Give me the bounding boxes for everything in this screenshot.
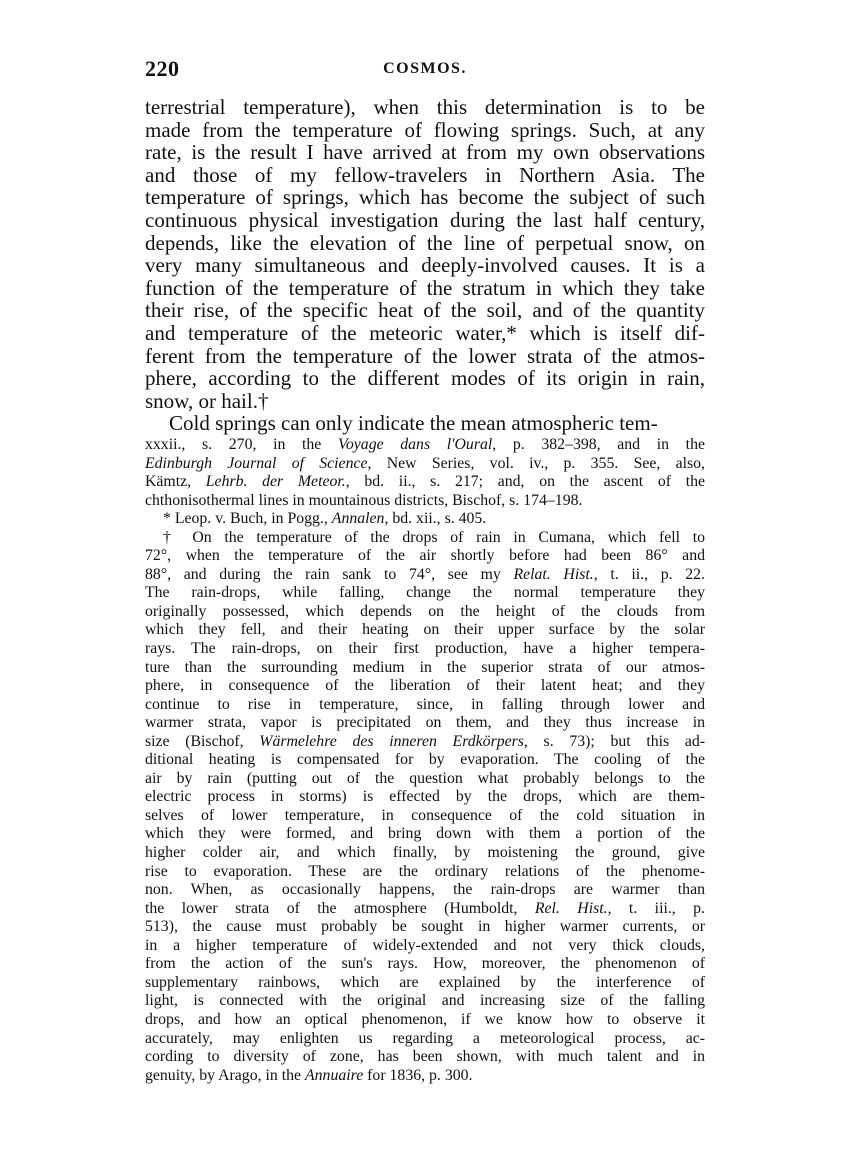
footnote-line: Kämtz, Lehrb. der Meteor., bd. ii., s. 217; and, on the ascent of the (145, 473, 705, 491)
footnote-line: 513), the cause must probably be sought in higher warmer currents, or (145, 918, 705, 936)
footnote-line: originally possessed, which depends on the height of the clouds from (145, 602, 705, 620)
main-line: made from the temperature of flowing springs. Such, at any (145, 117, 705, 142)
footnote-line: continue to rise in temperature, since, in falling through lower and (145, 695, 705, 713)
footnote-line: chthonisothermal lines in mountainous districts, Bischof, s. 174–198. (145, 491, 583, 509)
footnote-line: 88°, and during the rain sank to 74°, see my Relat. Hist., t. ii., p. 22. (145, 565, 705, 583)
footnote-line: genuity, by Arago, in the Annuaire for 1836, p. 300. (145, 1066, 473, 1084)
footnote-line: air by rain (putting out of the question what probably belongs to the (145, 769, 705, 787)
main-line: temperature of springs, which has become the subject of such (145, 185, 705, 210)
main-text (145, 96, 705, 435)
footnote-line: ditional heating is compensated for by evaporation. The cooling of the (145, 751, 705, 769)
main-line: their rise, of the specific heat of the soil, and of the quantity (145, 298, 705, 323)
footnote-line: electric process in storms) is effected by the drops, which are them- (145, 788, 705, 806)
footnote-line: size (Bischof, Wärmelehre des inneren Erdkörpers, s. 73); but this ad- (145, 732, 705, 750)
main-line: very many simultaneous and deeply-involved causes. It is a (145, 253, 705, 278)
main-line: ferent from the temperature of the lower strata of the atmos- (145, 343, 705, 368)
footnote-line: 72°, when the temperature of the air shortly before had been 86° and (145, 547, 705, 565)
footnote-line: selves of lower temperature, in consequence of the cold situation in (145, 806, 705, 824)
main-line: continuous physical investigation during the last half century, (145, 207, 705, 232)
page-number: 220 (145, 56, 180, 81)
footnote-line: † On the temperature of the drops of rain in Cumana, which fell to (163, 528, 705, 546)
footnote-line: rise to evaporation. These are the ordinary relations of the phenome- (145, 862, 705, 880)
footnote-line: non. When, as occasionally happens, the rain-drops are warmer than (145, 881, 705, 899)
footnote-line: rays. The rain-drops, on their first production, have a higher tempera- (145, 640, 705, 658)
footnote-line: * Leop. v. Buch, in Pogg., Annalen, bd. xii., s. 405. (163, 510, 487, 528)
page-header (145, 56, 705, 86)
footnote-line: in a higher temperature of widely-extended and not very thick clouds, (145, 936, 705, 954)
main-line: function of the temperature of the stratum in which they take (145, 275, 705, 300)
main-line: terrestrial temperature), when this determination is to be (145, 95, 705, 119)
footnote-line: the lower strata of the atmosphere (Humboldt, Rel. Hist., t. iii., p. (145, 899, 705, 917)
footnote-line: higher colder air, and which finally, by moistening the ground, give (145, 844, 705, 862)
main-line: and temperature of the meteoric water,* which is itself dif- (145, 320, 705, 345)
footnote-line: xxxii., s. 270, in the Voyage dans l'Oural, p. 382–398, and in the (145, 436, 705, 453)
main-line: snow, or hail.† (145, 388, 269, 413)
main-line: Cold springs can only indicate the mean atmospheric tem- (169, 411, 658, 436)
footnote-line: which they were formed, and bring down with them a portion of the (145, 825, 705, 843)
footnote-line: cording to diversity of zone, has been shown, with much talent and in (145, 1048, 705, 1066)
main-line: rate, is the result I have arrived at from my own observations (145, 140, 705, 165)
footnote-line: supplementary rainbows, which are explained by the interference of (145, 973, 705, 991)
footnotes (145, 436, 705, 1085)
main-line: depends, like the elevation of the line of perpetual snow, on (145, 230, 705, 255)
footnote-line: from the action of the sun's rays. How, moreover, the phenomenon of (145, 955, 705, 973)
footnote-line: The rain-drops, while falling, change the normal temperature they (145, 584, 705, 602)
footnote-line: light, is connected with the original and increasing size of the falling (145, 992, 705, 1010)
footnote-line: which they fell, and their heating on their upper surface by the solar (145, 621, 705, 639)
footnote-line: warmer strata, vapor is precipitated on them, and they thus increase in (145, 714, 705, 732)
footnote-line: phere, in consequence of the liberation of their latent heat; and they (145, 677, 705, 695)
footnote-line: accurately, may enlighten us regarding a meteorological process, ac- (145, 1029, 705, 1047)
running-title: COSMOS. (383, 60, 467, 77)
main-line: and those of my fellow-travelers in Northern Asia. The (145, 162, 705, 187)
main-line: phere, according to the different modes of its origin in rain, (145, 366, 705, 391)
footnote-line: ture than the surrounding medium in the superior strata of our atmos- (145, 658, 705, 676)
footnote-line: Edinburgh Journal of Science, New Series, vol. iv., p. 355. See, also, (145, 454, 706, 472)
footnote-line: drops, and how an optical phenomenon, if we know how to observe it (145, 1010, 705, 1028)
